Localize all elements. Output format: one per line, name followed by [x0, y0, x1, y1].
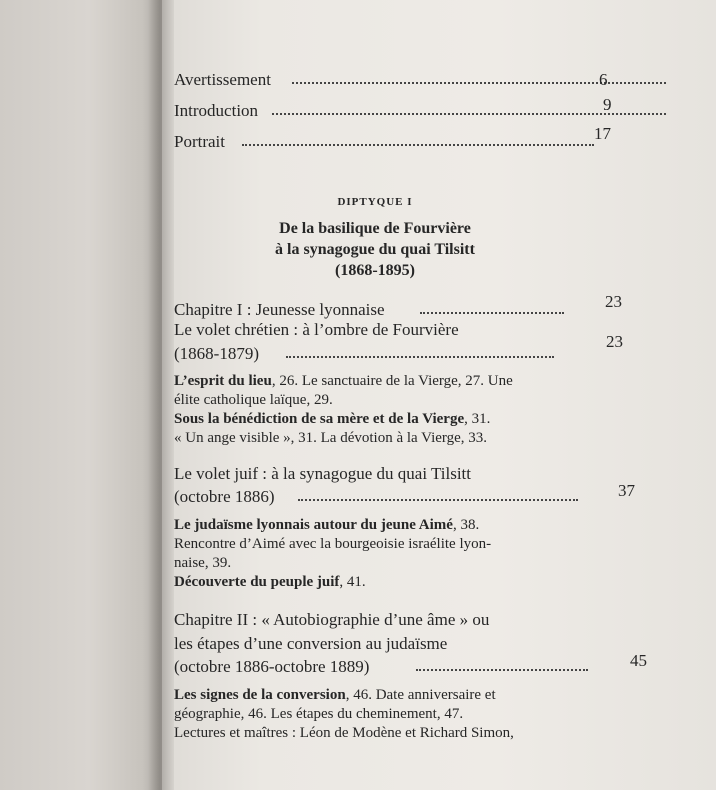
summary-bold-topic: Le judaïsme lyonnais autour du jeune Aimé	[174, 517, 453, 533]
dot-leader	[286, 356, 554, 358]
chapter-title: Chapitre I : Jeunesse lyonnaise	[174, 300, 385, 319]
subsection-summary	[174, 372, 594, 448]
section-title-dates: (1868-1895)	[335, 262, 415, 279]
dot-leader	[298, 499, 578, 501]
chapter-summary	[174, 686, 604, 743]
section-title-line: De la basilique de Fourvière	[279, 220, 471, 237]
toc-entry-introduction	[174, 95, 714, 123]
summary-text: Lectures et maîtres : Léon de Modène et Richard Simon,	[174, 725, 514, 741]
summary-text: naise, 39.	[174, 555, 232, 571]
summary-text: géographie, 46. Les étapes du cheminement, 47.	[174, 706, 464, 722]
section-title-line: à la synagogue du quai Tilsitt	[275, 241, 475, 258]
summary-text: , 38.	[452, 517, 480, 533]
toc-page-number: 23	[605, 292, 622, 311]
toc-page-number: 23	[606, 332, 623, 351]
dot-leader	[416, 669, 588, 671]
summary-bold-topic: Les signes de la conversion	[174, 687, 346, 703]
toc-page-number: 37	[618, 481, 635, 500]
subsection-title: Le volet juif : à la synagogue du quai Tilsitt	[174, 464, 472, 483]
summary-text: , 46. Date anniversaire et	[345, 687, 496, 703]
summary-text: , 41.	[339, 574, 366, 590]
toc-entry-avertissement	[174, 68, 714, 92]
book-gutter	[148, 0, 174, 790]
toc-page-number: 17	[594, 124, 611, 143]
subsection-dates: (1868-1879)	[174, 344, 259, 363]
dot-leader	[292, 82, 666, 84]
chapter-dates: (octobre 1886-octobre 1889)	[174, 657, 370, 676]
toc-label: Portrait	[174, 132, 225, 151]
chapter-title: les étapes d’une conversion au judaïsme	[174, 634, 448, 653]
summary-bold-topic: Sous la bénédiction de sa mère et de la Vierge	[174, 411, 465, 427]
toc-label: Introduction	[174, 101, 259, 120]
summary-bold-topic: Découverte du peuple juif	[174, 574, 340, 590]
summary-bold-topic: L’esprit du lieu	[174, 373, 272, 389]
section-label: DIPTYQUE I	[337, 196, 413, 208]
dot-leader	[420, 312, 564, 314]
summary-text: Rencontre d’Aimé avec la bourgeoisie israélite lyon-	[174, 536, 492, 552]
toc-page-number: 9	[603, 95, 612, 114]
toc-page-number: 6	[599, 70, 608, 89]
subsection-title: Le volet chrétien : à l’ombre de Fourvière	[174, 320, 459, 339]
toc-entry-volet-juif	[174, 481, 714, 509]
summary-text: « Un ange visible », 31. La dévotion à la Vierge, 33.	[174, 430, 488, 446]
toc-label: Avertissement	[174, 70, 271, 89]
dot-leader	[242, 144, 594, 146]
chapter-title: Chapitre II : « Autobiographie d’une âme » ou	[174, 610, 490, 629]
toc-page-number: 45	[630, 651, 647, 670]
subsection-summary	[174, 516, 594, 592]
facing-page-left	[0, 0, 162, 790]
toc-entry-volet-chretien	[174, 332, 714, 366]
summary-text: élite catholique laïque, 29.	[174, 392, 333, 408]
toc-entry-chapitre-2	[174, 651, 714, 679]
summary-text: , 26. Le sanctuaire de la Vierge, 27. Une	[271, 373, 513, 389]
subsection-dates: (octobre 1886)	[174, 487, 275, 506]
summary-text: , 31.	[464, 411, 491, 427]
toc-entry-portrait	[174, 124, 714, 154]
